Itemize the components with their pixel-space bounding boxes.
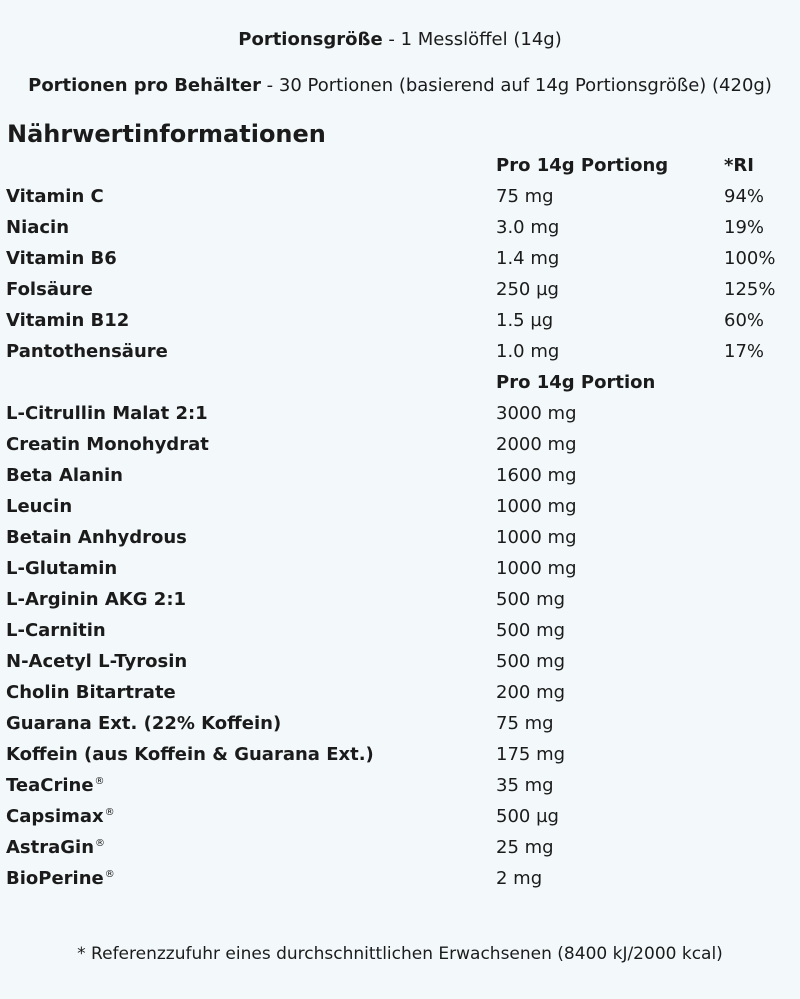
table-row	[0, 806, 800, 837]
table-row	[0, 434, 800, 465]
ingredient-name-wrap	[6, 806, 115, 827]
ingredient-amount: 1600 mg	[496, 465, 577, 486]
nutrient-amount: 1.4 mg	[496, 248, 560, 269]
nutrient-name: Niacin	[6, 217, 70, 238]
nutrient-amount: 1.0 mg	[496, 341, 560, 362]
ingredient-amount: 1000 mg	[496, 496, 577, 517]
serving-size-label: Portionsgröße	[238, 29, 383, 50]
table-row	[0, 651, 800, 682]
ingredient-name: AstraGin	[6, 837, 95, 858]
reference-intake-footnote: * Referenzzufuhr eines durchschnittlichen Erwachsenen (8400 kJ/2000 kcal)	[77, 944, 723, 964]
table-row	[0, 279, 800, 310]
nutrient-name: Pantothensäure	[6, 341, 168, 362]
ingredient-amount: 1000 mg	[496, 558, 577, 579]
ingredient-amount: 500 mg	[496, 620, 566, 641]
vitamin-amount-header: Pro 14g Portiong	[496, 155, 669, 176]
ingredient-amount: 500 mg	[496, 589, 566, 610]
nutrient-ri: 60%	[724, 310, 765, 331]
nutrient-ri: 17%	[724, 341, 765, 362]
table-row	[0, 310, 800, 341]
table-row	[0, 589, 800, 620]
table-row	[0, 341, 800, 372]
table-row	[0, 465, 800, 496]
ingredient-amount: 1000 mg	[496, 527, 577, 548]
table-row	[0, 868, 800, 899]
table-row	[0, 186, 800, 217]
table-row	[0, 217, 800, 248]
table-row	[0, 558, 800, 589]
table-row	[0, 837, 800, 868]
ingredient-header-row	[0, 372, 800, 403]
registered-mark: ®	[104, 869, 115, 880]
ingredient-name: N-Acetyl L-Tyrosin	[6, 651, 188, 672]
ingredient-amount: 75 mg	[496, 713, 554, 734]
nutrient-ri: 125%	[724, 279, 776, 300]
servings-per-container	[0, 75, 800, 96]
serving-size	[0, 29, 800, 50]
ingredient-amount: 3000 mg	[496, 403, 577, 424]
nutrient-amount: 1.5 µg	[496, 310, 554, 331]
ingredient-amount-header: Pro 14g Portion	[496, 372, 656, 393]
table-row	[0, 248, 800, 279]
vitamin-header-row	[0, 155, 800, 186]
registered-mark: ®	[104, 807, 115, 818]
ingredient-name-wrap	[6, 775, 105, 796]
section-title: Nährwertinformationen	[7, 120, 326, 148]
table-row	[0, 775, 800, 806]
ingredient-amount: 500 mg	[496, 651, 566, 672]
serving-size-value: - 1 Messlöffel (14g)	[382, 29, 562, 50]
ingredient-name: BioPerine	[6, 868, 104, 889]
ingredient-name: Leucin	[6, 496, 73, 517]
table-row	[0, 527, 800, 558]
nutrient-name: Folsäure	[6, 279, 93, 300]
ri-header: *RI	[724, 155, 754, 176]
ingredient-name: L-Glutamin	[6, 558, 118, 579]
table-row	[0, 403, 800, 434]
ingredient-amount: 25 mg	[496, 837, 554, 858]
ingredient-name-wrap	[6, 868, 115, 889]
table-row	[0, 496, 800, 527]
table-row	[0, 744, 800, 775]
nutrient-name: Vitamin B6	[6, 248, 117, 269]
nutrient-ri: 100%	[724, 248, 776, 269]
ingredient-amount: 2 mg	[496, 868, 543, 889]
nutrient-ri: 94%	[724, 186, 765, 207]
ingredient-amount: 500 µg	[496, 806, 559, 827]
nutrient-name: Vitamin C	[6, 186, 104, 207]
ingredient-name: Cholin Bitartrate	[6, 682, 176, 703]
ingredient-name: Guarana Ext. (22% Koffein)	[6, 713, 282, 734]
ingredient-name: Capsimax	[6, 806, 104, 827]
ingredient-amount: 175 mg	[496, 744, 566, 765]
nutrient-name: Vitamin B12	[6, 310, 130, 331]
ingredient-name: L-Citrullin Malat 2:1	[6, 403, 208, 424]
table-row	[0, 682, 800, 713]
table-row	[0, 620, 800, 651]
ingredient-amount: 200 mg	[496, 682, 566, 703]
nutrient-ri: 19%	[724, 217, 765, 238]
ingredient-name: L-Carnitin	[6, 620, 106, 641]
ingredient-amount: 2000 mg	[496, 434, 577, 455]
ingredient-name-wrap	[6, 837, 105, 858]
table-row	[0, 713, 800, 744]
servings-per-container-label: Portionen pro Behälter	[28, 75, 261, 96]
ingredient-name: L-Arginin AKG 2:1	[6, 589, 187, 610]
ingredient-name: Creatin Monohydrat	[6, 434, 209, 455]
nutrient-amount: 75 mg	[496, 186, 554, 207]
registered-mark: ®	[95, 838, 106, 849]
ingredient-name: Beta Alanin	[6, 465, 123, 486]
ingredient-name: TeaCrine	[6, 775, 94, 796]
ingredient-name: Koffein (aus Koffein & Guarana Ext.)	[6, 744, 374, 765]
nutrient-amount: 250 µg	[496, 279, 559, 300]
servings-per-container-value: - 30 Portionen (basierend auf 14g Portionsgröße) (420g)	[260, 75, 772, 96]
registered-mark: ®	[94, 776, 105, 787]
nutrient-amount: 3.0 mg	[496, 217, 560, 238]
ingredient-name: Betain Anhydrous	[6, 527, 187, 548]
ingredient-amount: 35 mg	[496, 775, 554, 796]
